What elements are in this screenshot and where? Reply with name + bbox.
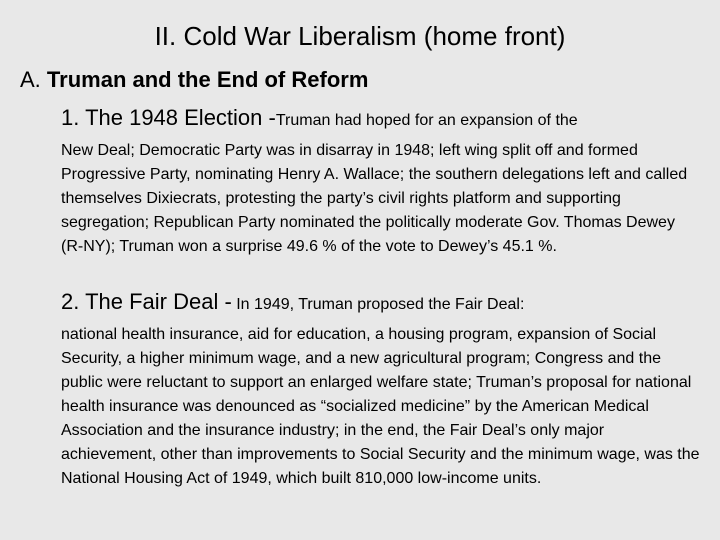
- item-heading: 1. The 1948 Election -: [61, 105, 276, 130]
- item-heading: 2. The Fair Deal -: [61, 289, 232, 314]
- section-heading: [20, 66, 368, 94]
- item-first-line: [61, 100, 701, 139]
- slide-title: II. Cold War Liberalism (home front): [154, 21, 566, 51]
- section-title: Truman and the End of Reform: [46, 67, 369, 92]
- list-item-1948-election: [61, 100, 701, 259]
- item-body: national health insurance, aid for education, a housing program, expansion of Social Security, a higher minimum wage, and a new agricultural program; Congress and the public were reluctant to support an enlarged welfare state; Truman’s proposal for national health insurance was denounced as “socialized medicine” by the American Medical Association and the insurance industry; in the end, the Fair Deal’s only major achievement, other than improvements to Social Security and the minimum wage, was the National Housing Act of 1949, which built 810,000 low-income units.: [61, 326, 700, 487]
- list-item-fair-deal: [61, 284, 701, 491]
- section-letter: A.: [20, 67, 41, 92]
- item-body: New Deal; Democratic Party was in disarray in 1948; left wing split off and formed Progressive Party, nominating Henry A. Wallace; the southern delegations left and called themselves Dixiecrats, protesting the party’s civil rights platform and supporting segregation; Republican Party nominated the politically moderate Gov. Thomas Dewey (R-NY); Truman won a surprise 49.6 % of the vote to Dewey’s 45.1 %.: [61, 142, 688, 255]
- item-first-line-text: In 1949, Truman proposed the Fair Deal:: [231, 296, 525, 313]
- item-first-line-text: Truman had hoped for an expansion of the: [275, 112, 578, 129]
- item-first-line: [61, 284, 701, 323]
